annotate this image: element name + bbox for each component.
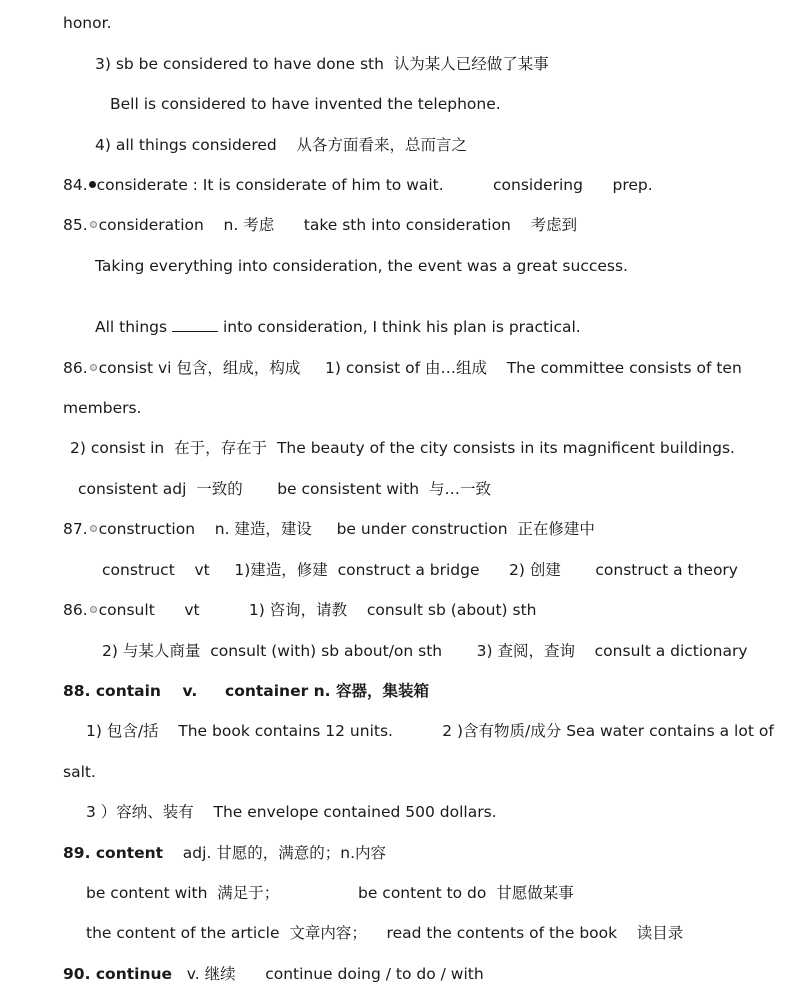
line-taking-everything: Taking everything into consideration, the event was a great success. — [95, 257, 628, 275]
entry-87-construction — [63, 518, 595, 540]
line-contain-senses: 1) 包含/括 The book contains 12 units. 2 )含有物质/成分 Sea water contains a lot of — [86, 722, 774, 740]
entry-88-contain: 88. contain v. — [63, 682, 198, 700]
line-consist-in: 2) consist in 在于，存在于 The beauty of the city consists in its magnificent buildings. — [70, 439, 735, 457]
line-all-things-considered: 4) all things considered 从各方面看来，总而言之 — [95, 136, 467, 154]
entry-text: construction n. 建造，建设 be under construction 正在修建中 — [98, 520, 595, 538]
bullet-icon — [89, 181, 96, 188]
entry-text: considerate : It is considerate of him to wait. — [96, 176, 444, 194]
line-content-article: the content of the article 文章内容； read the contents of the book 读目录 — [86, 924, 684, 942]
entry-text: consult vt 1) 咨询，请教 consult sb (about) sth — [98, 601, 537, 619]
entry-number: 85. — [63, 216, 88, 234]
line-bell-example: Bell is considered to have invented the telephone. — [110, 95, 501, 113]
line-consult-senses: 2) 与某人商量 consult (with) sb about/on sth 3) 查阅，查询 consult a dictionary — [102, 642, 748, 660]
entry-number: 86. — [63, 359, 88, 377]
line-content-with: be content with 满足于； — [86, 884, 280, 902]
bullet-icon — [90, 525, 97, 532]
entry-number: 84. — [63, 176, 88, 194]
line-members: members. — [63, 399, 142, 417]
line-honor: honor. — [63, 14, 112, 32]
entry-text: consist vi 包含，组成，构成 1) consist of 由…组成 The committee consists of ten — [98, 359, 742, 377]
entry-86-consist — [63, 357, 742, 379]
line-consistent: consistent adj 一致的 be consistent with 与…一致 — [78, 480, 491, 498]
line-considered-to-have-done: 3) sb be considered to have done sth 认为某人已经做了某事 — [95, 55, 549, 73]
entry-84-considerate — [63, 174, 444, 196]
entry-text: consideration n. 考虑 take sth into consideration 考虑到 — [98, 216, 578, 234]
line-envelope: 3 ）容纳、装有 The envelope contained 500 dollars. — [86, 803, 497, 821]
line-content-to-do: be content to do 甘愿做某事 — [358, 884, 574, 902]
entry-90-continue — [63, 963, 484, 985]
fill-in-blank — [172, 317, 218, 332]
line-construct: construct vt 1)建造，修建 construct a bridge 2) 创建 construct a theory — [102, 561, 738, 579]
entry-85-consideration — [63, 214, 577, 236]
considering-prep: considering prep. — [493, 176, 653, 194]
entry-text: v. 继续 continue doing / to do / with — [172, 965, 484, 983]
line-container: container n. 容器，集装箱 — [225, 682, 429, 700]
entry-number: 86. — [63, 601, 88, 619]
entry-number: 87. — [63, 520, 88, 538]
entry-89-content — [63, 842, 386, 864]
bullet-icon — [90, 606, 97, 613]
line-salt: salt. — [63, 763, 96, 781]
entry-headword: 90. continue — [63, 965, 173, 983]
line-all-things-blank: All things into consideration, I think his plan is practical. — [95, 318, 581, 336]
entry-text: adj. 甘愿的，满意的；n.内容 — [163, 844, 387, 862]
bullet-icon — [90, 221, 97, 228]
entry-86-consult — [63, 599, 537, 621]
bullet-icon — [90, 364, 97, 371]
entry-headword: 89. content — [63, 844, 164, 862]
